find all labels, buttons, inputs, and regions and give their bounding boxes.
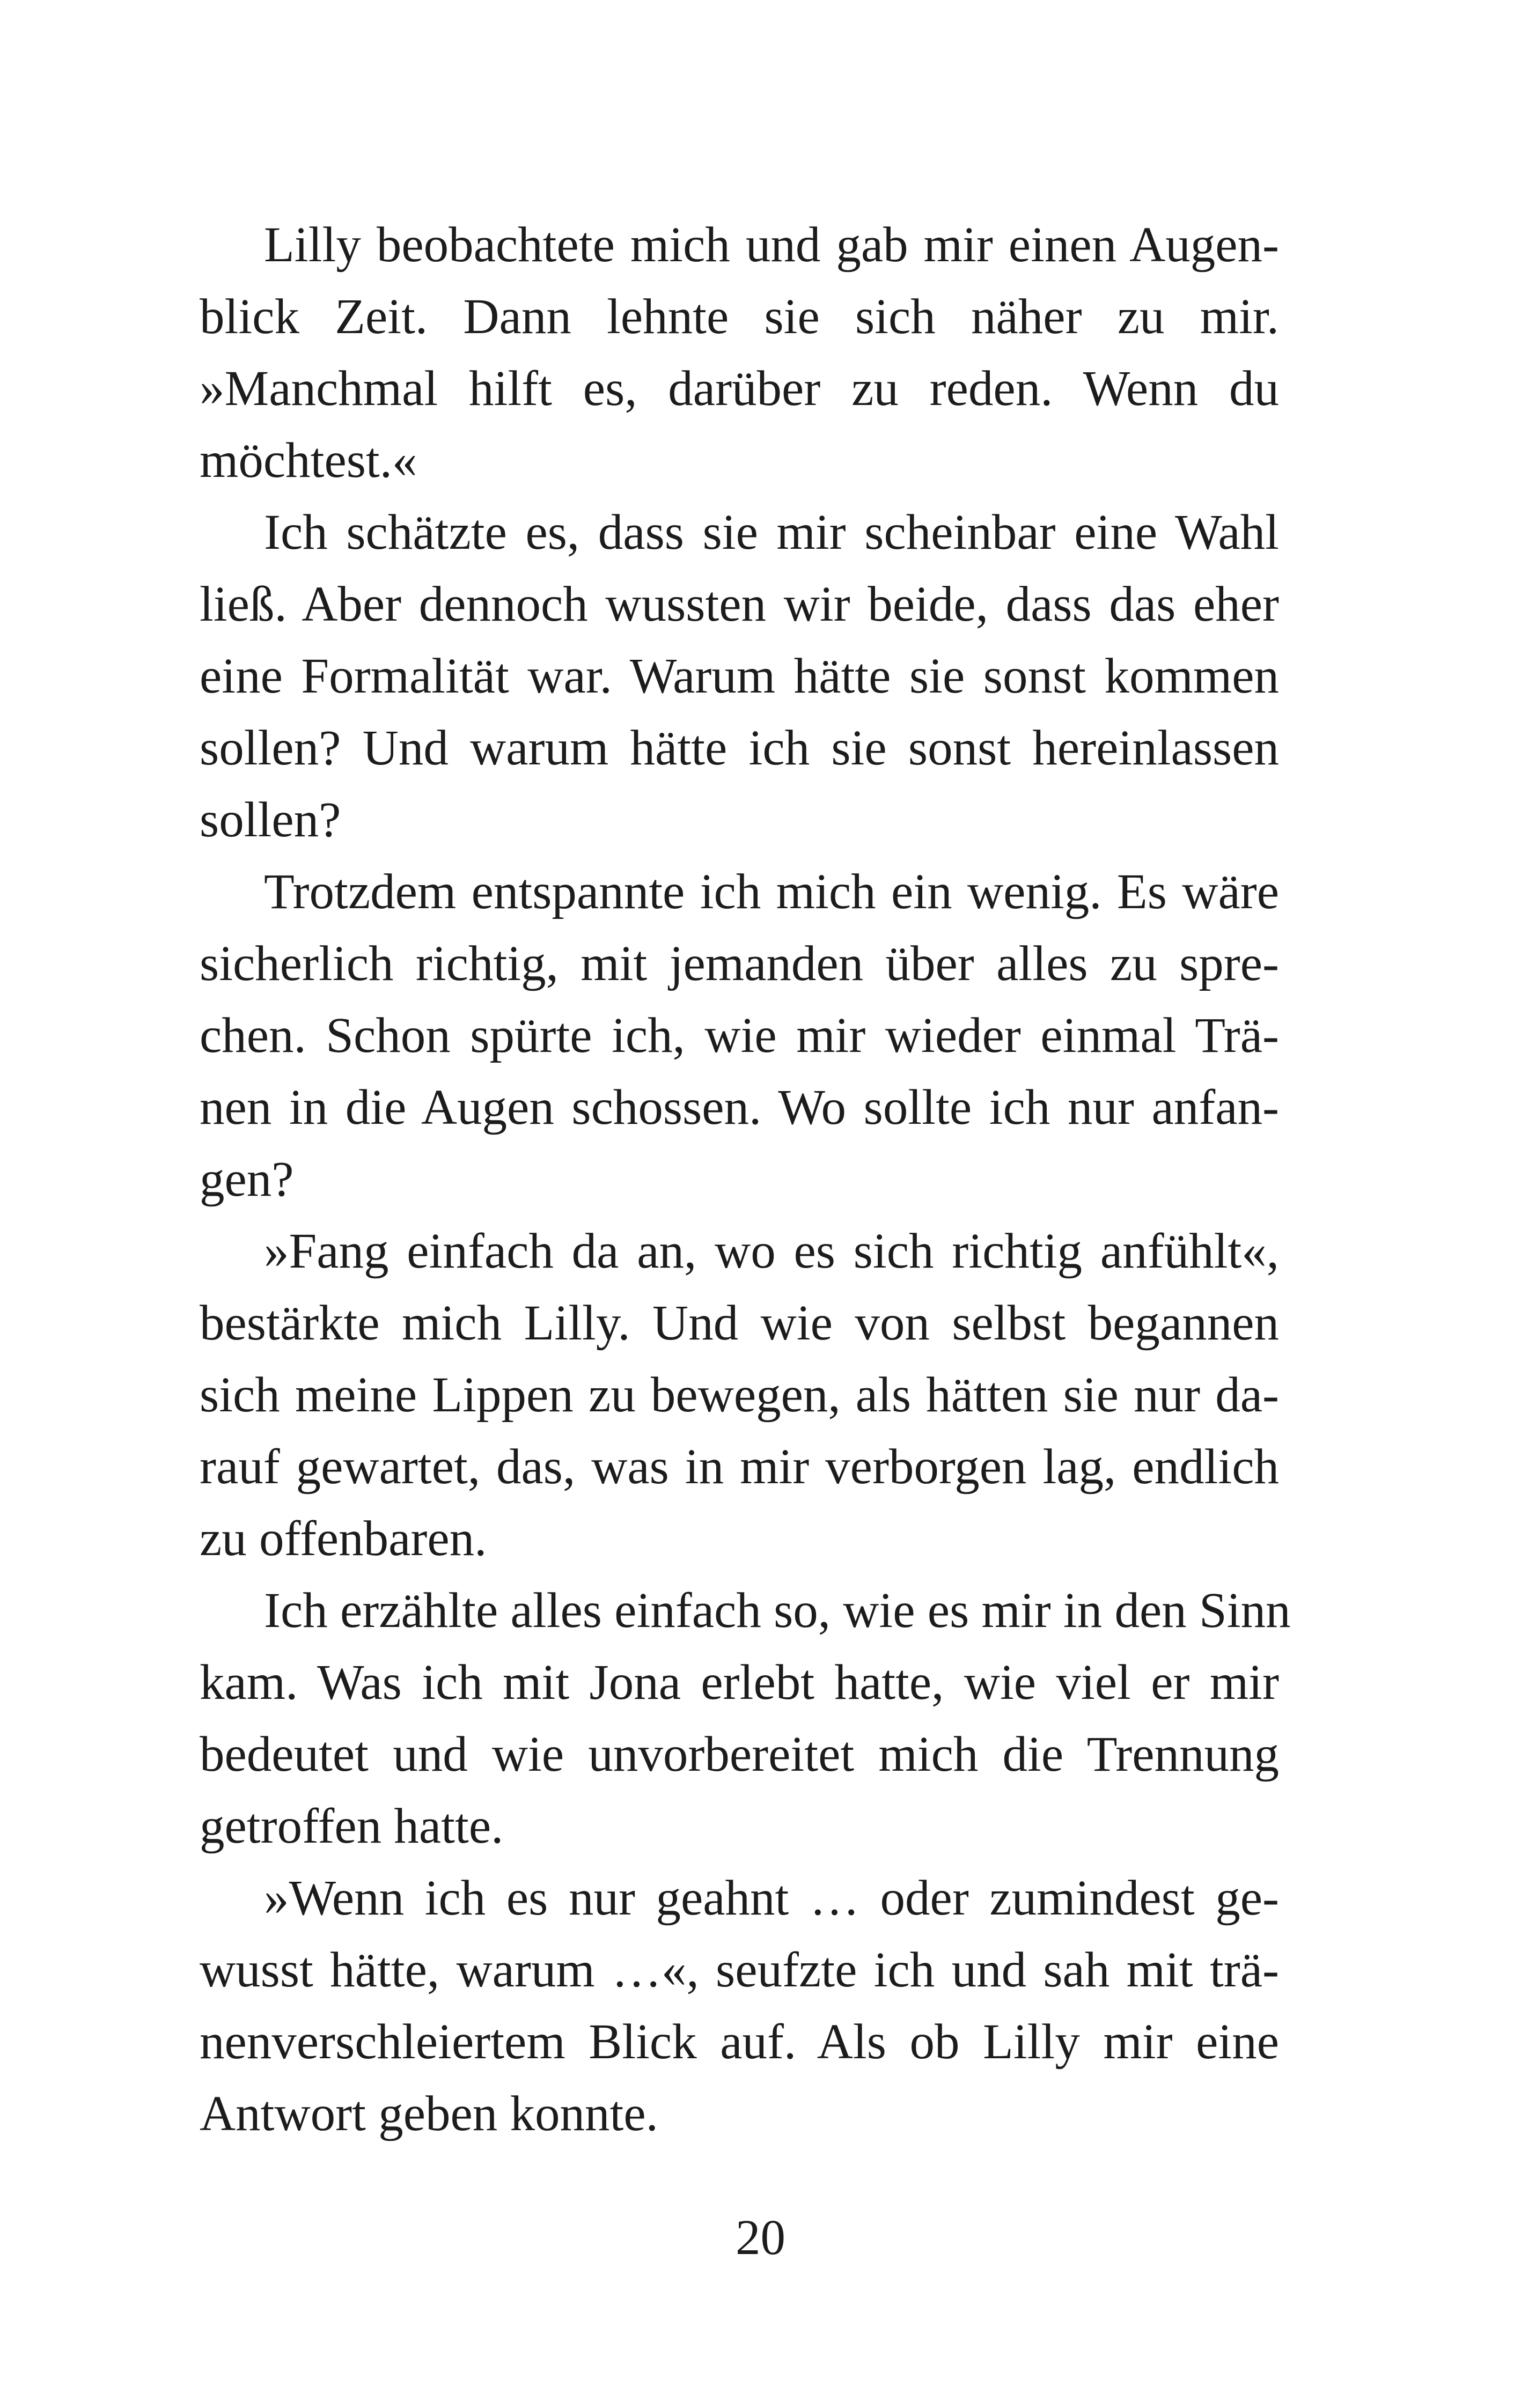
- text-line: chen. Schon spürte ich, wie mir wieder einmal Trä-: [200, 1008, 1279, 1063]
- text-line: sollen? Und warum hätte ich sie sonst hereinlassen: [200, 720, 1279, 776]
- text-line: »Fang einfach da an, wo es sich richtig anfühlt«,: [264, 1224, 1279, 1279]
- text-line: eine Formalität war. Warum hätte sie sonst kommen: [200, 649, 1279, 704]
- text-line: blick Zeit. Dann lehnte sie sich näher zu mir.: [200, 289, 1279, 344]
- text-line: Trotzdem entspannte ich mich ein wenig. Es wäre: [264, 864, 1279, 919]
- text-line: bestärkte mich Lilly. Und wie von selbst begannen: [200, 1295, 1279, 1351]
- text-line: kam. Was ich mit Jona erlebt hatte, wie viel er mir: [200, 1655, 1279, 1710]
- body-text: [200, 209, 1291, 2150]
- text-line: sollen?: [200, 792, 341, 848]
- text-line: rauf gewartet, das, was in mir verborgen lag, endlich: [200, 1439, 1279, 1494]
- text-line: zu offenbaren.: [200, 1511, 487, 1566]
- text-line: nen in die Augen schossen. Wo sollte ich nur anfan-: [200, 1080, 1279, 1135]
- text-line: bedeutet und wie unvorbereitet mich die Trennung: [200, 1727, 1279, 1782]
- text-line: gen?: [200, 1152, 294, 1207]
- text-line: sicherlich richtig, mit jemanden über alles zu spre-: [200, 936, 1279, 991]
- text-line: »Manchmal hilft es, darüber zu reden. Wenn du: [200, 361, 1279, 416]
- text-line: Ich schätzte es, dass sie mir scheinbar eine Wahl: [264, 505, 1279, 560]
- text-line: Antwort geben konnte.: [200, 2086, 658, 2141]
- text-line: ließ. Aber dennoch wussten wir beide, dass das eher: [200, 577, 1279, 632]
- text-line: Lilly beobachtete mich und gab mir einen Augen-: [264, 217, 1279, 273]
- text-line: getroffen hatte.: [200, 1799, 504, 1854]
- page-number: 20: [736, 2210, 785, 2265]
- text-line: »Wenn ich es nur geahnt … oder zumindest ge-: [264, 1871, 1279, 1926]
- text-line: möchtest.«: [200, 433, 417, 488]
- text-line: Ich erzählte alles einfach so, wie es mir in den Sinn: [264, 1583, 1291, 1638]
- text-line: wusst hätte, warum …«, seufzte ich und sah mit trä-: [200, 1942, 1279, 1998]
- text-line: nenverschleiertem Blick auf. Als ob Lilly mir eine: [200, 2014, 1279, 2070]
- text-line: sich meine Lippen zu bewegen, als hätten sie nur da-: [200, 1367, 1279, 1423]
